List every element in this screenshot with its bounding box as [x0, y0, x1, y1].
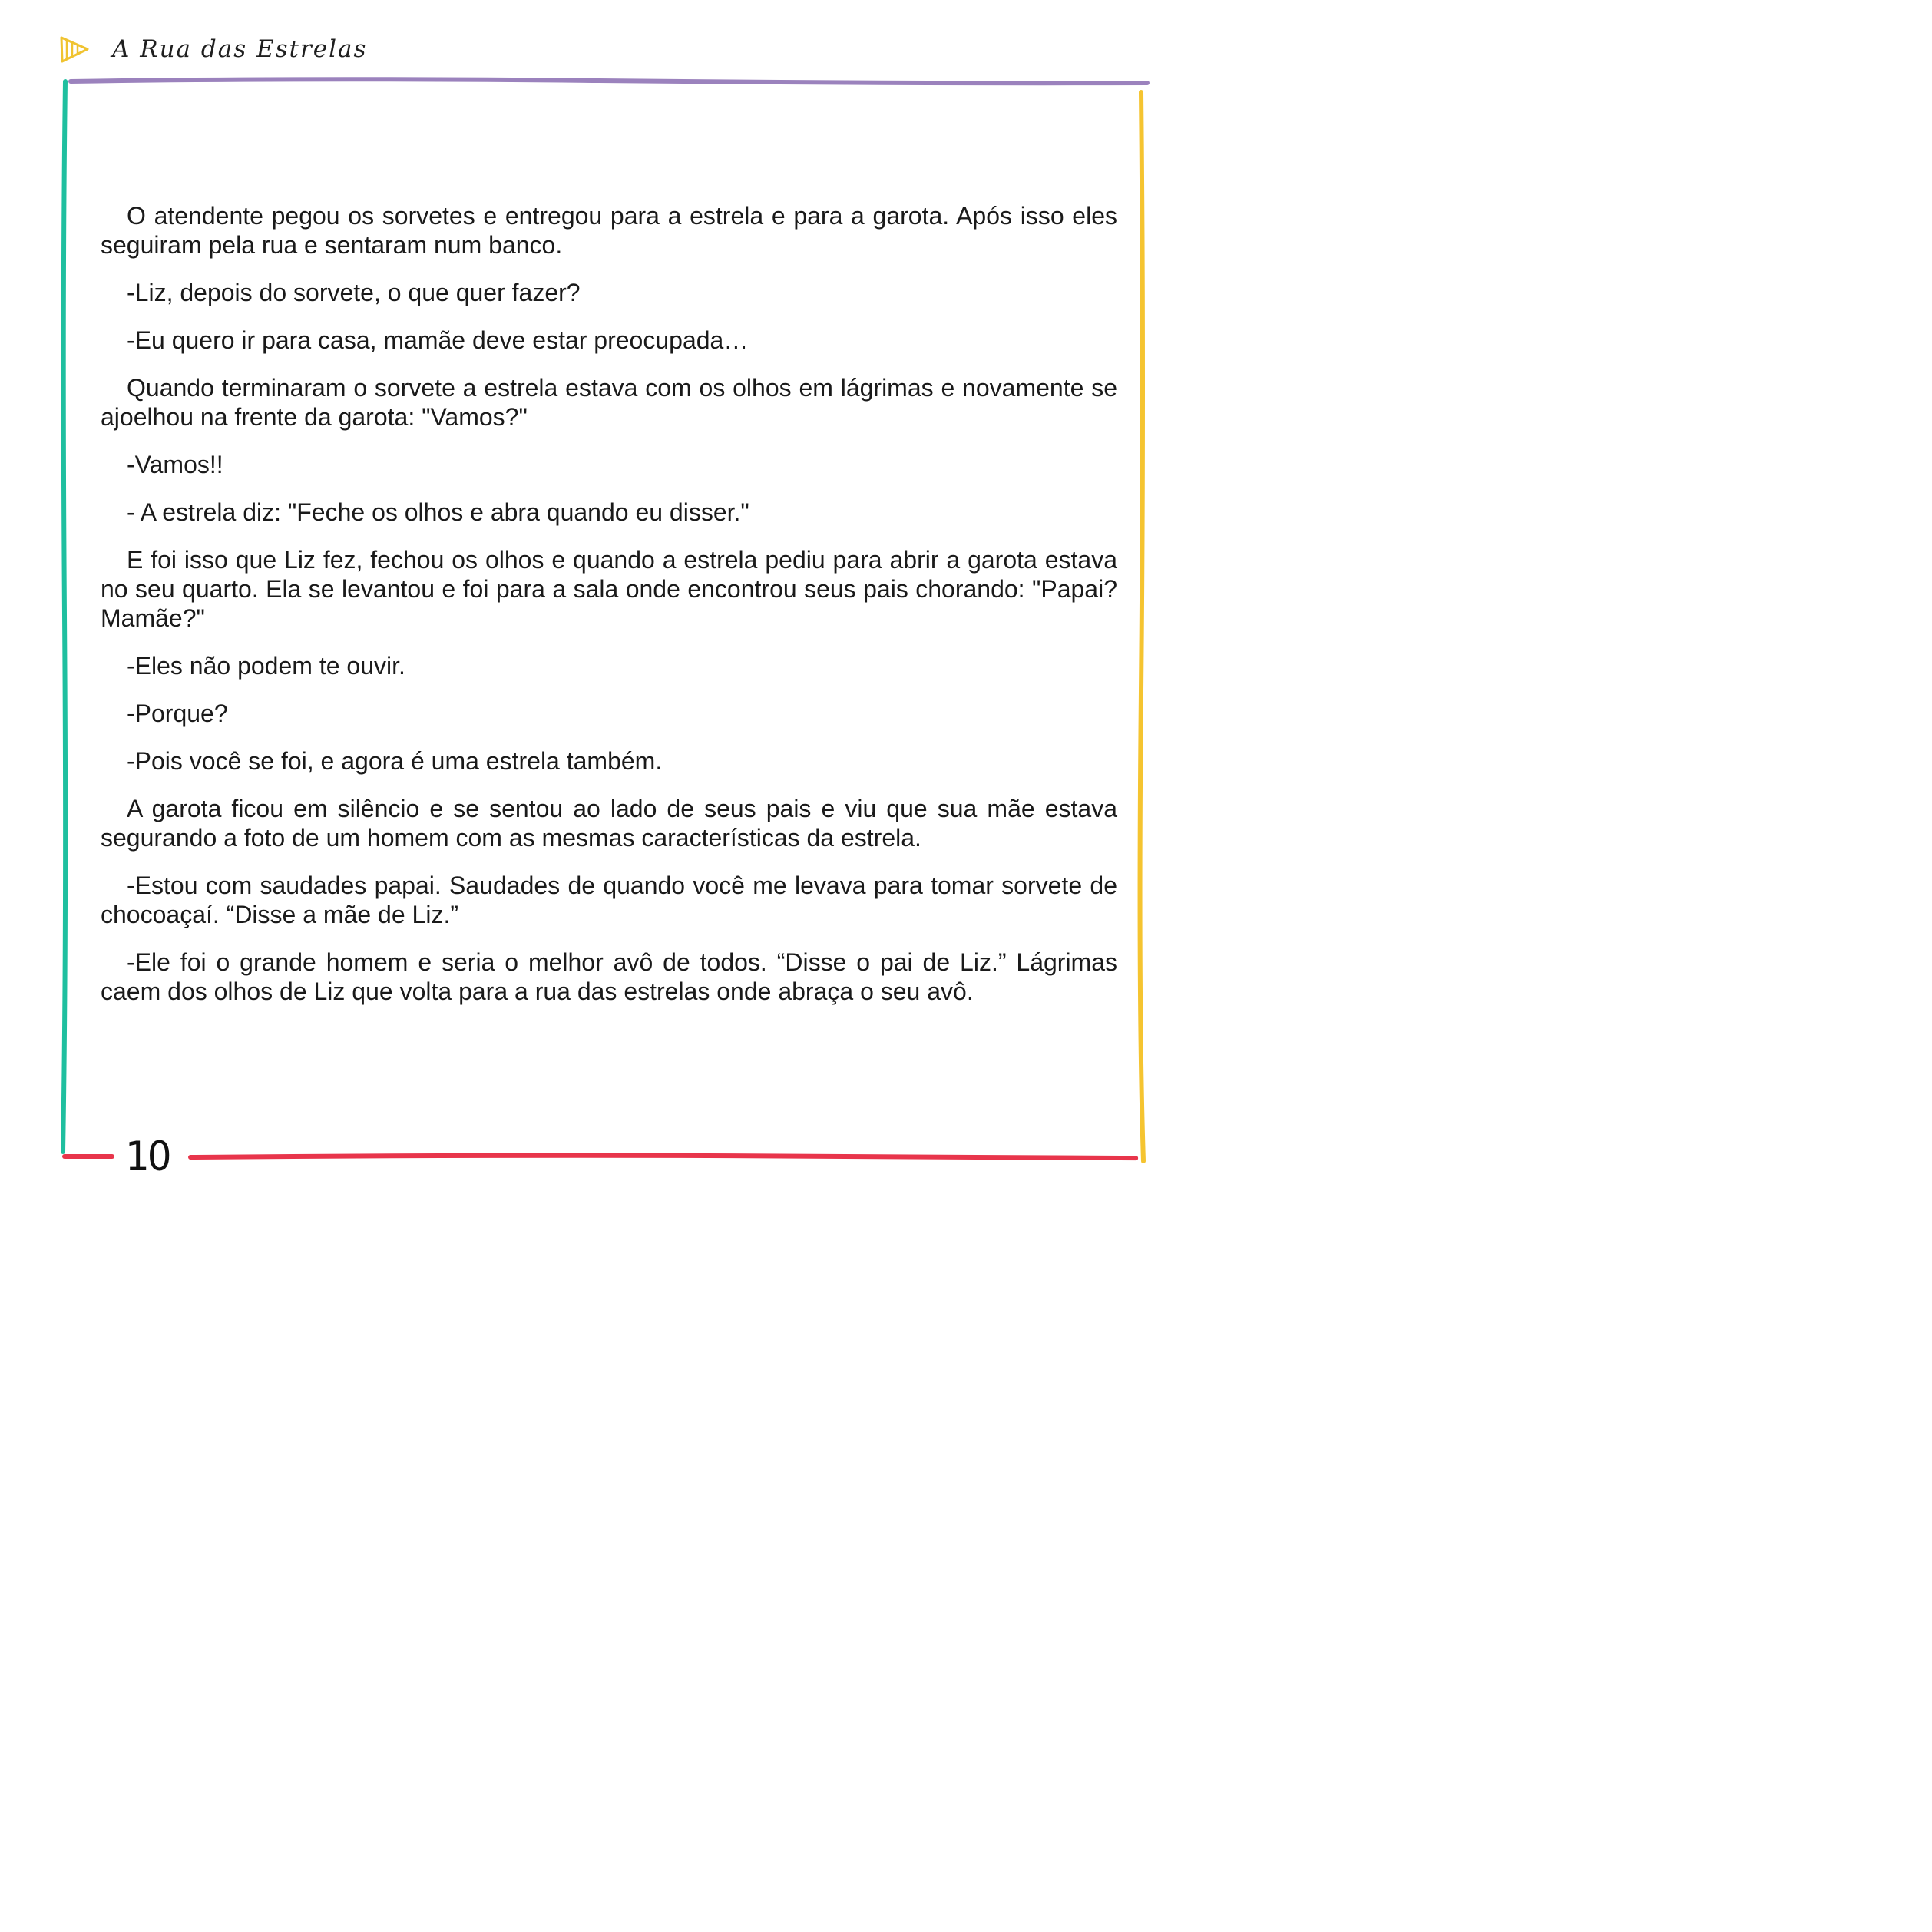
- paragraph: -Eles não podem te ouvir.: [127, 652, 405, 680]
- story-text: [101, 201, 1117, 1024]
- paragraph: A garota ficou em silêncio e se sentou ao lado de seus pais e viu que sua mãe estava segurando a foto de um homem com as mesmas características da estrela.: [101, 795, 1117, 852]
- paragraph: Quando terminaram o sorvete a estrela estava com os olhos em lágrimas e novamente se ajoelhou na frente da garota: "Vamos?": [101, 374, 1117, 431]
- paragraph: -Porque?: [127, 700, 228, 727]
- paragraph: O atendente pegou os sorvetes e entregou para a estrela e para a garota. Após isso eles seguiram pela rua e sentaram num banco.: [101, 202, 1117, 259]
- right-border: [1140, 92, 1143, 1161]
- bottom-border-right: [190, 1156, 1136, 1159]
- left-border: [63, 81, 65, 1152]
- paragraph: -Liz, depois do sorvete, o que quer fazer?: [127, 279, 581, 306]
- paragraph: -Estou com saudades papai. Saudades de quando você me levava para tomar sorvete de chocoaçaí. “Disse a mãe de Liz.”: [101, 872, 1117, 928]
- paragraph: -Eu quero ir para casa, mamãe deve estar preocupada…: [127, 326, 749, 354]
- page-number: 10: [125, 1133, 170, 1180]
- paragraph: -Ele foi o grande homem e seria o melhor avô de todos. “Disse o pai de Liz.” Lágrimas caem dos olhos de Liz que volta para a rua das estrelas onde abraça o seu avô.: [101, 948, 1117, 1005]
- top-border: [71, 79, 1147, 83]
- paragraph: E foi isso que Liz fez, fechou os olhos e quando a estrela pediu para abrir a garota estava no seu quarto. Ela se levantou e foi para a sala onde encontrou seus pais chorando: "Papai? Mamãe?": [101, 546, 1117, 632]
- book-title: A Rua das Estrelas: [112, 35, 368, 63]
- paragraph: -Vamos!!: [127, 451, 223, 478]
- paragraph: - A estrela diz: "Feche os olhos e abra quando eu disser.": [127, 498, 749, 526]
- paragraph: -Pois você se foi, e agora é uma estrela também.: [127, 747, 663, 775]
